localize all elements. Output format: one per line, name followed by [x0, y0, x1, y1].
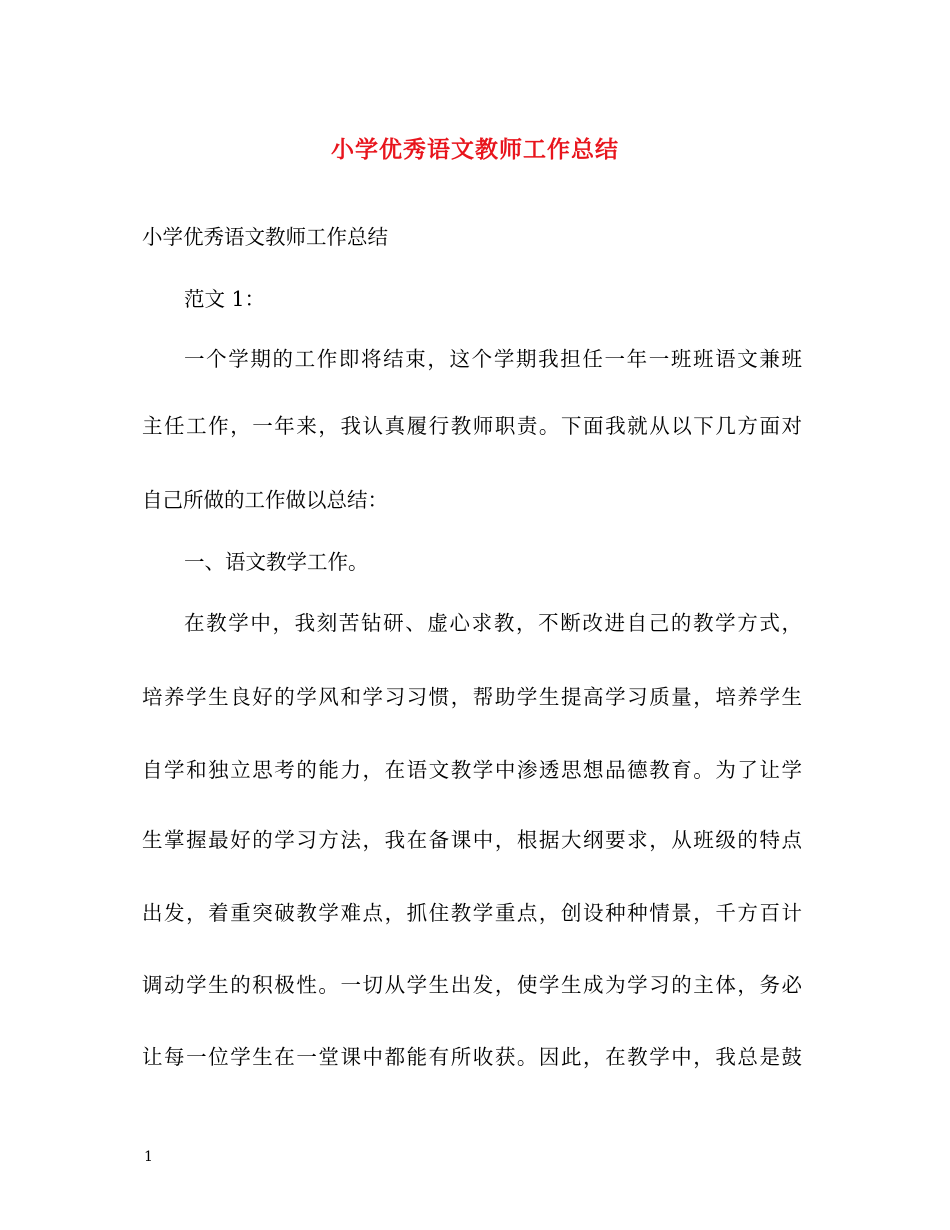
paragraph-line: 出发，着重突破教学难点，抓住教学重点，创设种种情景，千方百计: [142, 901, 802, 925]
paragraph-line: 一个学期的工作即将结束，这个学期我担任一年一班班语文兼班: [184, 347, 802, 371]
subtitle-line: 小学优秀语文教师工作总结: [142, 225, 388, 249]
paragraph-line: 培养学生良好的学风和学习习惯，帮助学生提高学习质量，培养学生: [142, 685, 802, 709]
paragraph-line: 自己所做的工作做以总结：: [142, 488, 388, 512]
paragraph-line: 范文 1：: [184, 287, 266, 311]
page-number: 1: [144, 1149, 153, 1165]
section-heading: 一、语文教学工作。: [184, 550, 369, 574]
paragraph-line: 调动学生的积极性。一切从学生出发，使学生成为学习的主体，务必: [142, 973, 802, 997]
paragraph-line: 生掌握最好的学习方法，我在备课中，根据大纲要求，从班级的特点: [142, 828, 802, 852]
document-title: 小学优秀语文教师工作总结: [331, 136, 619, 163]
paragraph-line: 在教学中，我刻苦钻研、虚心求教，不断改进自己的教学方式，: [184, 611, 802, 635]
paragraph-line: 让每一位学生在一堂课中都能有所收获。因此，在教学中，我总是鼓: [142, 1045, 802, 1069]
paragraph-line: 主任工作，一年来，我认真履行教师职责。下面我就从以下几方面对: [142, 414, 802, 438]
paragraph-line: 自学和独立思考的能力，在语文教学中渗透思想品德教育。为了让学: [142, 758, 802, 782]
